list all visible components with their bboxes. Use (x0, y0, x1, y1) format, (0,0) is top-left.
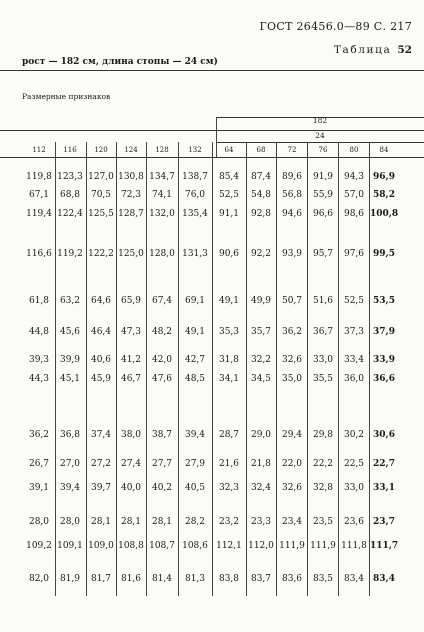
table-cell: 112,1 (216, 541, 242, 551)
table-cell: 22,0 (281, 459, 303, 469)
table-cell: 35,7 (250, 327, 272, 337)
table-condition: рост — 182 см, длина стопы — 24 см) (22, 57, 218, 67)
table-cell: 28,1 (90, 517, 112, 527)
table-cell: 39,3 (28, 355, 50, 365)
table-cell: 108,7 (149, 541, 175, 551)
table-cell: 28,1 (120, 517, 142, 527)
column-header: 68 (256, 146, 266, 154)
group-divider (216, 117, 217, 157)
column-header: 80 (349, 146, 359, 154)
table-cell: 29,8 (312, 430, 334, 440)
table-label: Таблица (333, 44, 392, 56)
table-cell: 49,1 (184, 327, 206, 337)
table-cell: 87,4 (250, 172, 272, 182)
table-cell: 52,5 (343, 296, 365, 306)
rule-subgroup (216, 142, 424, 143)
table-cell: 40,2 (151, 483, 173, 493)
table-cell: 69,1 (184, 296, 206, 306)
table-cell: 119,8 (26, 172, 52, 182)
table-cell: 33,0 (343, 483, 365, 493)
table-cell: 36,0 (343, 374, 365, 384)
table-cell: 82,0 (28, 574, 50, 584)
column-header: 84 (379, 146, 389, 154)
table-cell: 50,7 (281, 296, 303, 306)
table-cell: 83,6 (281, 574, 303, 584)
table-cell: 40,5 (184, 483, 206, 493)
table-cell: 100,8 (370, 209, 399, 219)
table-cell: 119,2 (57, 249, 83, 259)
table-cell: 33,1 (373, 483, 395, 493)
table-cell: 28,0 (28, 517, 50, 527)
table-cell: 81,7 (90, 574, 112, 584)
table-cell: 37,4 (90, 430, 112, 440)
table-cell: 96,9 (373, 172, 395, 182)
table-cell: 83,8 (218, 574, 240, 584)
table-cell: 34,1 (218, 374, 240, 384)
column-rule (146, 142, 147, 596)
table-cell: 81,4 (151, 574, 173, 584)
table-cell: 35,3 (218, 327, 240, 337)
table-cell: 39,1 (28, 483, 50, 493)
table-cell: 35,0 (281, 374, 303, 384)
table-cell: 36,8 (59, 430, 81, 440)
table-cell: 49,1 (218, 296, 240, 306)
table-cell: 90,6 (218, 249, 240, 259)
table-cell: 39,9 (59, 355, 81, 365)
table-cell: 34,5 (250, 374, 272, 384)
column-header: 76 (318, 146, 328, 154)
column-header: 120 (94, 146, 108, 154)
table-cell: 40,0 (120, 483, 142, 493)
table-cell: 56,8 (281, 190, 303, 200)
table-cell: 68,8 (59, 190, 81, 200)
table-cell: 83,5 (312, 574, 334, 584)
table-cell: 39,4 (184, 430, 206, 440)
table-cell: 83,4 (343, 574, 365, 584)
table-cell: 27,7 (151, 459, 173, 469)
page-header: ГОСТ 26456.0—89 С. 217 (259, 20, 412, 33)
table-cell: 41,2 (120, 355, 142, 365)
table-cell: 32,4 (250, 483, 272, 493)
table-cell: 58,2 (373, 190, 395, 200)
table-cell: 97,6 (343, 249, 365, 259)
table-cell: 28,7 (218, 430, 240, 440)
group-top-label: 182 (312, 116, 328, 125)
table-cell: 29,0 (250, 430, 272, 440)
table-cell: 31,8 (218, 355, 240, 365)
table-cell: 37,9 (373, 327, 395, 337)
column-header: 128 (155, 146, 169, 154)
table-cell: 122,2 (88, 249, 114, 259)
table-cell: 27,0 (59, 459, 81, 469)
table-cell: 27,9 (184, 459, 206, 469)
table-cell: 27,2 (90, 459, 112, 469)
table-cell: 127,0 (88, 172, 114, 182)
table-cell: 40,6 (90, 355, 112, 365)
table-cell: 125,0 (118, 249, 144, 259)
table-cell: 85,4 (218, 172, 240, 182)
column-rule (307, 142, 308, 596)
table-cell: 28,0 (59, 517, 81, 527)
rule-top (0, 70, 424, 71)
table-cell: 23,3 (250, 517, 272, 527)
table-cell: 38,7 (151, 430, 173, 440)
table-cell: 91,9 (312, 172, 334, 182)
table-cell: 134,7 (149, 172, 175, 182)
table-cell: 32,6 (281, 355, 303, 365)
table-cell: 47,6 (151, 374, 173, 384)
table-cell: 74,1 (151, 190, 173, 200)
table-cell: 21,8 (250, 459, 272, 469)
table-title (334, 44, 412, 56)
table-cell: 46,7 (120, 374, 142, 384)
table-cell: 45,6 (59, 327, 81, 337)
table-cell: 36,2 (28, 430, 50, 440)
table-cell: 45,9 (90, 374, 112, 384)
table-cell: 81,3 (184, 574, 206, 584)
table-cell: 98,6 (343, 209, 365, 219)
table-cell: 46,4 (90, 327, 112, 337)
table-cell: 23,2 (218, 517, 240, 527)
table-cell: 96,6 (312, 209, 334, 219)
table-cell: 35,5 (312, 374, 334, 384)
table-cell: 92,2 (250, 249, 272, 259)
table-cell: 29,4 (281, 430, 303, 440)
table-cell: 93,9 (281, 249, 303, 259)
table-cell: 92,8 (250, 209, 272, 219)
column-rule (276, 142, 277, 596)
row-header-label: Размерные признаков (22, 92, 111, 101)
table-cell: 22,5 (343, 459, 365, 469)
table-cell: 128,7 (118, 209, 144, 219)
table-cell: 49,9 (250, 296, 272, 306)
table-cell: 26,7 (28, 459, 50, 469)
table-cell: 42,0 (151, 355, 173, 365)
table-cell: 131,3 (182, 249, 208, 259)
table-cell: 81,6 (120, 574, 142, 584)
column-header: 132 (188, 146, 202, 154)
table-cell: 116,6 (26, 249, 52, 259)
table-cell: 51,6 (312, 296, 334, 306)
table-cell: 111,9 (279, 541, 305, 551)
table-cell: 125,5 (88, 209, 114, 219)
column-header: 72 (287, 146, 297, 154)
table-cell: 109,1 (57, 541, 83, 551)
table-cell: 32,8 (312, 483, 334, 493)
table-cell: 109,2 (26, 541, 52, 551)
table-cell: 23,7 (373, 517, 395, 527)
table-cell: 91,1 (218, 209, 240, 219)
column-header: 112 (32, 146, 46, 154)
table-cell: 123,3 (57, 172, 83, 182)
table-cell: 37,3 (343, 327, 365, 337)
table-cell: 112,0 (248, 541, 274, 551)
table-cell: 39,4 (59, 483, 81, 493)
table-cell: 44,3 (28, 374, 50, 384)
table-cell: 81,9 (59, 574, 81, 584)
table-cell: 36,6 (373, 374, 395, 384)
table-cell: 83,7 (250, 574, 272, 584)
table-cell: 33,4 (343, 355, 365, 365)
table-cell: 65,9 (120, 296, 142, 306)
table-cell: 30,2 (343, 430, 365, 440)
table-cell: 42,7 (184, 355, 206, 365)
table-cell: 54,8 (250, 190, 272, 200)
column-rule (178, 142, 179, 596)
column-header: 64 (224, 146, 234, 154)
table-cell: 23,4 (281, 517, 303, 527)
table-cell: 94,6 (281, 209, 303, 219)
table-cell: 30,6 (373, 430, 395, 440)
table-cell: 108,8 (118, 541, 144, 551)
table-cell: 23,6 (343, 517, 365, 527)
table-cell: 67,1 (28, 190, 50, 200)
table-cell: 111,8 (341, 541, 367, 551)
table-cell: 22,2 (312, 459, 334, 469)
column-rule (212, 142, 213, 596)
table-cell: 94,3 (343, 172, 365, 182)
table-cell: 36,7 (312, 327, 334, 337)
table-cell: 32,6 (281, 483, 303, 493)
table-cell: 48,5 (184, 374, 206, 384)
table-cell: 38,0 (120, 430, 142, 440)
table-cell: 32,3 (218, 483, 240, 493)
table-cell: 109,0 (88, 541, 114, 551)
table-cell: 44,8 (28, 327, 50, 337)
column-rule (338, 142, 339, 596)
table-cell: 47,3 (120, 327, 142, 337)
table-cell: 45,1 (59, 374, 81, 384)
table-number: 52 (397, 44, 412, 56)
table-cell: 55,9 (312, 190, 334, 200)
table-cell: 39,7 (90, 483, 112, 493)
table-cell: 128,0 (149, 249, 175, 259)
table-cell: 21,6 (218, 459, 240, 469)
table-cell: 99,5 (373, 249, 395, 259)
table-cell: 23,5 (312, 517, 334, 527)
table-cell: 48,2 (151, 327, 173, 337)
column-header: 124 (124, 146, 138, 154)
table-cell: 130,8 (118, 172, 144, 182)
table-cell: 64,6 (90, 296, 112, 306)
column-header: 116 (63, 146, 77, 154)
table-cell: 53,5 (373, 296, 395, 306)
table-cell: 135,4 (182, 209, 208, 219)
table-cell: 111,9 (310, 541, 336, 551)
table-cell: 33,0 (312, 355, 334, 365)
table-cell: 111,7 (370, 541, 399, 551)
table-cell: 119,4 (26, 209, 52, 219)
table-cell: 70,5 (90, 190, 112, 200)
table-cell: 32,2 (250, 355, 272, 365)
table-cell: 33,9 (373, 355, 395, 365)
table-cell: 138,7 (182, 172, 208, 182)
table-cell: 52,5 (218, 190, 240, 200)
table-cell: 27,4 (120, 459, 142, 469)
table-cell: 122,4 (57, 209, 83, 219)
table-cell: 57,0 (343, 190, 365, 200)
table-cell: 67,4 (151, 296, 173, 306)
table-cell: 83,4 (373, 574, 395, 584)
table-cell: 89,6 (281, 172, 303, 182)
table-cell: 61,8 (28, 296, 50, 306)
table-cell: 63,2 (59, 296, 81, 306)
group-sub-label: 24 (315, 131, 325, 140)
table-cell: 95,7 (312, 249, 334, 259)
table-cell: 36,2 (281, 327, 303, 337)
table-cell: 132,0 (149, 209, 175, 219)
table-cell: 22,7 (373, 459, 395, 469)
table-cell: 72,3 (120, 190, 142, 200)
table-cell: 76,0 (184, 190, 206, 200)
table-cell: 28,1 (151, 517, 173, 527)
table-cell: 108,6 (182, 541, 208, 551)
table-cell: 28,2 (184, 517, 206, 527)
